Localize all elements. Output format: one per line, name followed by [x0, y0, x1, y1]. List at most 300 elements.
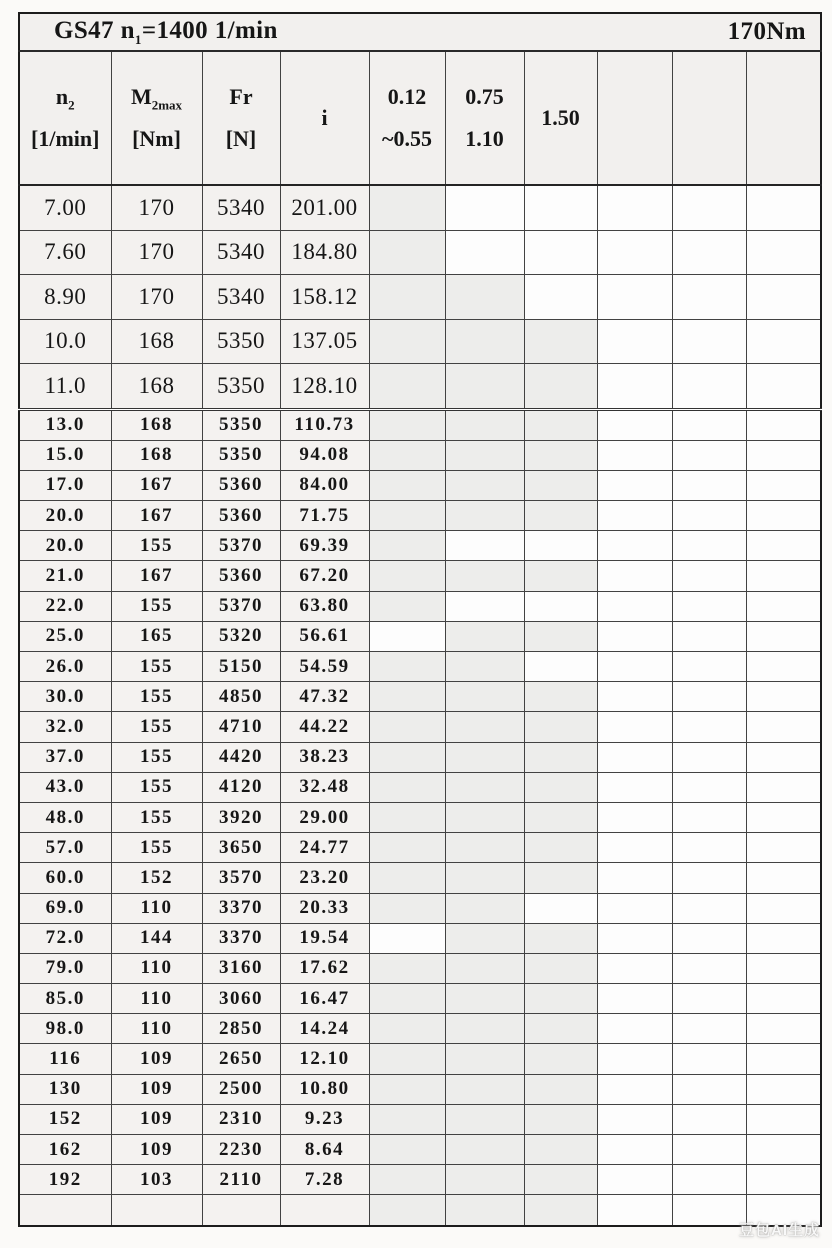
cell-n2: 22.0	[19, 591, 111, 621]
table-row	[19, 1165, 821, 1195]
cell-extra-2	[672, 561, 746, 591]
cell-extra-2	[672, 275, 746, 320]
cell-extra-1	[597, 923, 672, 953]
cell-power-150	[524, 712, 597, 742]
cell-extra-2	[672, 531, 746, 561]
cell-power-012-055	[369, 652, 445, 682]
cell-power-012-055	[369, 591, 445, 621]
cell-power-012-055	[369, 984, 445, 1014]
cell-extra-3	[746, 319, 821, 364]
cell-power-150	[524, 984, 597, 1014]
cell-ratio	[280, 1195, 369, 1226]
table-row	[19, 1104, 821, 1134]
column-header-row	[19, 51, 821, 185]
cell-m2max: 103	[111, 1165, 202, 1195]
cell-fr: 5340	[202, 230, 280, 275]
cell-power-012-055	[369, 1104, 445, 1134]
cell-power-075-110	[445, 621, 524, 651]
cell-power-012-055	[369, 230, 445, 275]
table-row	[19, 923, 821, 953]
cell-n2: 26.0	[19, 652, 111, 682]
cell-m2max: 167	[111, 470, 202, 500]
cell-power-075-110	[445, 1195, 524, 1226]
cell-extra-2	[672, 501, 746, 531]
cell-power-150	[524, 802, 597, 832]
cell-ratio: 19.54	[280, 923, 369, 953]
cell-extra-1	[597, 1014, 672, 1044]
cell-extra-3	[746, 802, 821, 832]
title-cell	[19, 13, 821, 51]
cell-power-012-055	[369, 501, 445, 531]
cell-n2: 152	[19, 1104, 111, 1134]
cell-ratio: 38.23	[280, 742, 369, 772]
header-extra-1	[597, 51, 672, 185]
cell-extra-2	[672, 953, 746, 983]
cell-fr: 2500	[202, 1074, 280, 1104]
cell-fr: 3160	[202, 953, 280, 983]
cell-fr: 3060	[202, 984, 280, 1014]
cell-fr: 4420	[202, 742, 280, 772]
cell-power-150	[524, 275, 597, 320]
cell-extra-1	[597, 712, 672, 742]
cell-extra-1	[597, 652, 672, 682]
cell-extra-1	[597, 1165, 672, 1195]
cell-extra-2	[672, 652, 746, 682]
cell-m2max: 152	[111, 863, 202, 893]
cell-ratio: 9.23	[280, 1104, 369, 1134]
cell-n2: 85.0	[19, 984, 111, 1014]
cell-power-012-055	[369, 742, 445, 772]
table-row	[19, 1135, 821, 1165]
cell-extra-1	[597, 621, 672, 651]
cell-m2max: 144	[111, 923, 202, 953]
header-power-150: 1.50	[524, 51, 597, 185]
cell-m2max: 109	[111, 1135, 202, 1165]
cell-power-150	[524, 1044, 597, 1074]
cell-m2max: 110	[111, 953, 202, 983]
cell-extra-3	[746, 409, 821, 440]
cell-fr: 2110	[202, 1165, 280, 1195]
cell-power-012-055	[369, 1014, 445, 1044]
cell-extra-3	[746, 923, 821, 953]
table-row	[19, 275, 821, 320]
cell-power-075-110	[445, 470, 524, 500]
cell-power-012-055	[369, 802, 445, 832]
cell-fr: 3570	[202, 863, 280, 893]
table-row	[19, 319, 821, 364]
cell-power-075-110	[445, 230, 524, 275]
cell-fr: 5350	[202, 364, 280, 410]
cell-m2max: 155	[111, 591, 202, 621]
cell-power-150	[524, 440, 597, 470]
cell-extra-3	[746, 1104, 821, 1134]
cell-n2: 7.00	[19, 185, 111, 230]
cell-n2: 30.0	[19, 682, 111, 712]
cell-fr: 5360	[202, 470, 280, 500]
cell-power-150	[524, 742, 597, 772]
cell-power-150	[524, 364, 597, 410]
cell-power-150	[524, 833, 597, 863]
cell-extra-3	[746, 470, 821, 500]
cell-n2: 10.0	[19, 319, 111, 364]
cell-extra-3	[746, 682, 821, 712]
cell-n2: 79.0	[19, 953, 111, 983]
cell-m2max: 110	[111, 984, 202, 1014]
cell-extra-3	[746, 712, 821, 742]
cell-extra-3	[746, 230, 821, 275]
table-row	[19, 364, 821, 410]
cell-power-012-055	[369, 682, 445, 712]
cell-extra-3	[746, 652, 821, 682]
cell-m2max: 155	[111, 652, 202, 682]
cell-m2max: 170	[111, 275, 202, 320]
title-row	[19, 13, 821, 51]
cell-m2max: 155	[111, 802, 202, 832]
cell-power-075-110	[445, 561, 524, 591]
cell-ratio: 110.73	[280, 409, 369, 440]
cell-fr: 3650	[202, 833, 280, 863]
cell-power-150	[524, 1135, 597, 1165]
cell-power-075-110	[445, 893, 524, 923]
cell-power-075-110	[445, 863, 524, 893]
cell-extra-1	[597, 863, 672, 893]
cell-extra-1	[597, 364, 672, 410]
header-ratio: i	[280, 51, 369, 185]
header-n2: $n_2$ [1/min]	[19, 51, 111, 185]
cell-power-012-055	[369, 561, 445, 591]
cell-extra-1	[597, 953, 672, 983]
cell-power-012-055	[369, 319, 445, 364]
cell-ratio: 20.33	[280, 893, 369, 923]
cell-power-075-110	[445, 953, 524, 983]
cell-extra-1	[597, 833, 672, 863]
table-row	[19, 984, 821, 1014]
cell-ratio: 184.80	[280, 230, 369, 275]
cell-extra-2	[672, 863, 746, 893]
cell-power-150	[524, 1165, 597, 1195]
cell-ratio: 128.10	[280, 364, 369, 410]
cell-extra-1	[597, 1044, 672, 1074]
table-row	[19, 772, 821, 802]
cell-extra-2	[672, 440, 746, 470]
cell-fr: 2650	[202, 1044, 280, 1074]
cell-extra-2	[672, 1104, 746, 1134]
cell-extra-3	[746, 1044, 821, 1074]
cell-extra-1	[597, 275, 672, 320]
cell-extra-2	[672, 712, 746, 742]
table-row	[19, 712, 821, 742]
cell-fr: 2850	[202, 1014, 280, 1044]
cell-n2: 11.0	[19, 364, 111, 410]
cell-ratio: 56.61	[280, 621, 369, 651]
cell-power-150	[524, 652, 597, 682]
cell-n2: 20.0	[19, 531, 111, 561]
cell-extra-2	[672, 1074, 746, 1104]
table-row	[19, 230, 821, 275]
cell-power-012-055	[369, 923, 445, 953]
cell-ratio: 47.32	[280, 682, 369, 712]
cell-power-012-055	[369, 409, 445, 440]
cell-power-075-110	[445, 923, 524, 953]
gearbox-model-title: GS47 $n_1=1400$ 1/min	[54, 16, 278, 47]
cell-m2max: 170	[111, 230, 202, 275]
rows-section-coarse	[19, 185, 821, 409]
cell-power-075-110	[445, 185, 524, 230]
cell-extra-1	[597, 742, 672, 772]
cell-fr: 4850	[202, 682, 280, 712]
cell-extra-2	[672, 893, 746, 923]
table-row	[19, 742, 821, 772]
cell-extra-3	[746, 1074, 821, 1104]
table-row	[19, 893, 821, 923]
cell-n2: 57.0	[19, 833, 111, 863]
cell-m2max: 167	[111, 561, 202, 591]
cell-extra-2	[672, 984, 746, 1014]
cell-ratio: 24.77	[280, 833, 369, 863]
cell-extra-2	[672, 1014, 746, 1044]
cell-power-150	[524, 893, 597, 923]
cell-extra-3	[746, 275, 821, 320]
cell-extra-2	[672, 621, 746, 651]
cell-fr: 2230	[202, 1135, 280, 1165]
cell-power-150	[524, 319, 597, 364]
cell-ratio: 10.80	[280, 1074, 369, 1104]
cell-power-150	[524, 1014, 597, 1044]
cell-power-150	[524, 682, 597, 712]
cell-power-012-055	[369, 1195, 445, 1226]
cell-ratio: 44.22	[280, 712, 369, 742]
cell-m2max: 167	[111, 501, 202, 531]
cell-power-012-055	[369, 185, 445, 230]
cell-extra-3	[746, 953, 821, 983]
cell-n2: 43.0	[19, 772, 111, 802]
cell-extra-1	[597, 1135, 672, 1165]
cell-extra-1	[597, 984, 672, 1014]
cell-m2max: 109	[111, 1104, 202, 1134]
gear-selection-table	[18, 12, 822, 1227]
watermark: 豆包AI生成	[738, 1222, 820, 1239]
cell-power-012-055	[369, 470, 445, 500]
cell-extra-3	[746, 501, 821, 531]
cell-n2: 32.0	[19, 712, 111, 742]
table-row	[19, 1195, 821, 1226]
cell-m2max: 168	[111, 364, 202, 410]
cell-fr: 5340	[202, 185, 280, 230]
cell-extra-1	[597, 531, 672, 561]
cell-n2: 15.0	[19, 440, 111, 470]
cell-n2: 48.0	[19, 802, 111, 832]
table-row	[19, 621, 821, 651]
table-row	[19, 409, 821, 440]
cell-ratio: 94.08	[280, 440, 369, 470]
cell-power-012-055	[369, 1074, 445, 1104]
cell-power-012-055	[369, 953, 445, 983]
cell-extra-3	[746, 984, 821, 1014]
cell-m2max: 155	[111, 712, 202, 742]
cell-m2max: 155	[111, 531, 202, 561]
cell-extra-2	[672, 772, 746, 802]
cell-power-075-110	[445, 319, 524, 364]
cell-ratio: 17.62	[280, 953, 369, 983]
cell-extra-1	[597, 409, 672, 440]
cell-power-075-110	[445, 364, 524, 410]
cell-power-012-055	[369, 893, 445, 923]
cell-n2: 8.90	[19, 275, 111, 320]
cell-power-075-110	[445, 1014, 524, 1044]
cell-ratio: 71.75	[280, 501, 369, 531]
cell-extra-1	[597, 802, 672, 832]
cell-extra-1	[597, 591, 672, 621]
cell-power-150	[524, 1074, 597, 1104]
cell-ratio: 7.28	[280, 1165, 369, 1195]
cell-extra-1	[597, 682, 672, 712]
table-row	[19, 1044, 821, 1074]
cell-ratio: 201.00	[280, 185, 369, 230]
cell-power-150	[524, 501, 597, 531]
cell-power-150	[524, 621, 597, 651]
header-m2max: $M_{2max}$ [Nm]	[111, 51, 202, 185]
cell-n2: 25.0	[19, 621, 111, 651]
cell-fr: 5320	[202, 621, 280, 651]
cell-fr: 5350	[202, 409, 280, 440]
cell-extra-2	[672, 319, 746, 364]
cell-fr: 3370	[202, 893, 280, 923]
cell-fr: 5360	[202, 561, 280, 591]
cell-n2: 7.60	[19, 230, 111, 275]
cell-extra-1	[597, 772, 672, 802]
cell-power-150	[524, 470, 597, 500]
cell-extra-2	[672, 833, 746, 863]
cell-n2: 98.0	[19, 1014, 111, 1044]
table-row	[19, 440, 821, 470]
cell-fr: 5150	[202, 652, 280, 682]
cell-extra-1	[597, 501, 672, 531]
table-row	[19, 501, 821, 531]
cell-power-075-110	[445, 772, 524, 802]
cell-ratio: 23.20	[280, 863, 369, 893]
torque-rating: 170Nm	[727, 18, 807, 45]
cell-power-075-110	[445, 440, 524, 470]
cell-fr	[202, 1195, 280, 1226]
cell-extra-2	[672, 802, 746, 832]
cell-power-075-110	[445, 742, 524, 772]
cell-power-150	[524, 409, 597, 440]
cell-ratio: 32.48	[280, 772, 369, 802]
cell-ratio: 12.10	[280, 1044, 369, 1074]
cell-extra-2	[672, 1195, 746, 1226]
cell-m2max: 109	[111, 1074, 202, 1104]
cell-m2max: 168	[111, 440, 202, 470]
cell-m2max: 155	[111, 742, 202, 772]
cell-fr: 5360	[202, 501, 280, 531]
cell-power-150	[524, 561, 597, 591]
cell-power-150	[524, 863, 597, 893]
cell-n2: 21.0	[19, 561, 111, 591]
cell-extra-3	[746, 1195, 821, 1226]
cell-power-075-110	[445, 1044, 524, 1074]
rows-section-fine	[19, 409, 821, 1226]
cell-ratio: 29.00	[280, 802, 369, 832]
cell-power-012-055	[369, 833, 445, 863]
cell-ratio: 16.47	[280, 984, 369, 1014]
cell-power-012-055	[369, 440, 445, 470]
cell-ratio: 14.24	[280, 1014, 369, 1044]
cell-m2max: 155	[111, 772, 202, 802]
cell-extra-1	[597, 440, 672, 470]
cell-power-012-055	[369, 772, 445, 802]
table-row	[19, 953, 821, 983]
table-row	[19, 802, 821, 832]
cell-m2max: 109	[111, 1044, 202, 1074]
cell-power-150	[524, 591, 597, 621]
cell-power-012-055	[369, 275, 445, 320]
cell-n2: 60.0	[19, 863, 111, 893]
cell-extra-3	[746, 364, 821, 410]
cell-extra-3	[746, 1165, 821, 1195]
cell-n2: 162	[19, 1135, 111, 1165]
cell-extra-3	[746, 185, 821, 230]
cell-fr: 5350	[202, 319, 280, 364]
cell-power-012-055	[369, 712, 445, 742]
cell-power-075-110	[445, 409, 524, 440]
cell-extra-3	[746, 531, 821, 561]
table-row	[19, 652, 821, 682]
cell-extra-1	[597, 561, 672, 591]
cell-extra-3	[746, 833, 821, 863]
table-row	[19, 833, 821, 863]
cell-power-075-110	[445, 984, 524, 1014]
table-row	[19, 1014, 821, 1044]
cell-extra-2	[672, 185, 746, 230]
cell-n2: 72.0	[19, 923, 111, 953]
cell-ratio: 8.64	[280, 1135, 369, 1165]
cell-extra-1	[597, 470, 672, 500]
table-row	[19, 1074, 821, 1104]
cell-fr: 5350	[202, 440, 280, 470]
cell-m2max: 170	[111, 185, 202, 230]
header-extra-3	[746, 51, 821, 185]
cell-ratio: 137.05	[280, 319, 369, 364]
cell-extra-1	[597, 230, 672, 275]
cell-n2	[19, 1195, 111, 1226]
cell-n2: 17.0	[19, 470, 111, 500]
cell-n2: 20.0	[19, 501, 111, 531]
cell-m2max: 155	[111, 833, 202, 863]
cell-extra-2	[672, 923, 746, 953]
cell-power-012-055	[369, 531, 445, 561]
cell-extra-2	[672, 682, 746, 712]
cell-extra-3	[746, 742, 821, 772]
header-power-012-055: 0.12 ~0.55	[369, 51, 445, 185]
cell-power-075-110	[445, 1074, 524, 1104]
cell-extra-1	[597, 1074, 672, 1104]
cell-fr: 5340	[202, 275, 280, 320]
cell-extra-2	[672, 591, 746, 621]
cell-power-075-110	[445, 1165, 524, 1195]
cell-power-150	[524, 772, 597, 802]
cell-power-012-055	[369, 364, 445, 410]
table-row	[19, 470, 821, 500]
table-row	[19, 531, 821, 561]
cell-extra-2	[672, 364, 746, 410]
cell-extra-1	[597, 185, 672, 230]
cell-n2: 37.0	[19, 742, 111, 772]
cell-m2max: 110	[111, 893, 202, 923]
cell-extra-3	[746, 561, 821, 591]
cell-extra-3	[746, 440, 821, 470]
cell-power-012-055	[369, 1135, 445, 1165]
cell-fr: 4710	[202, 712, 280, 742]
